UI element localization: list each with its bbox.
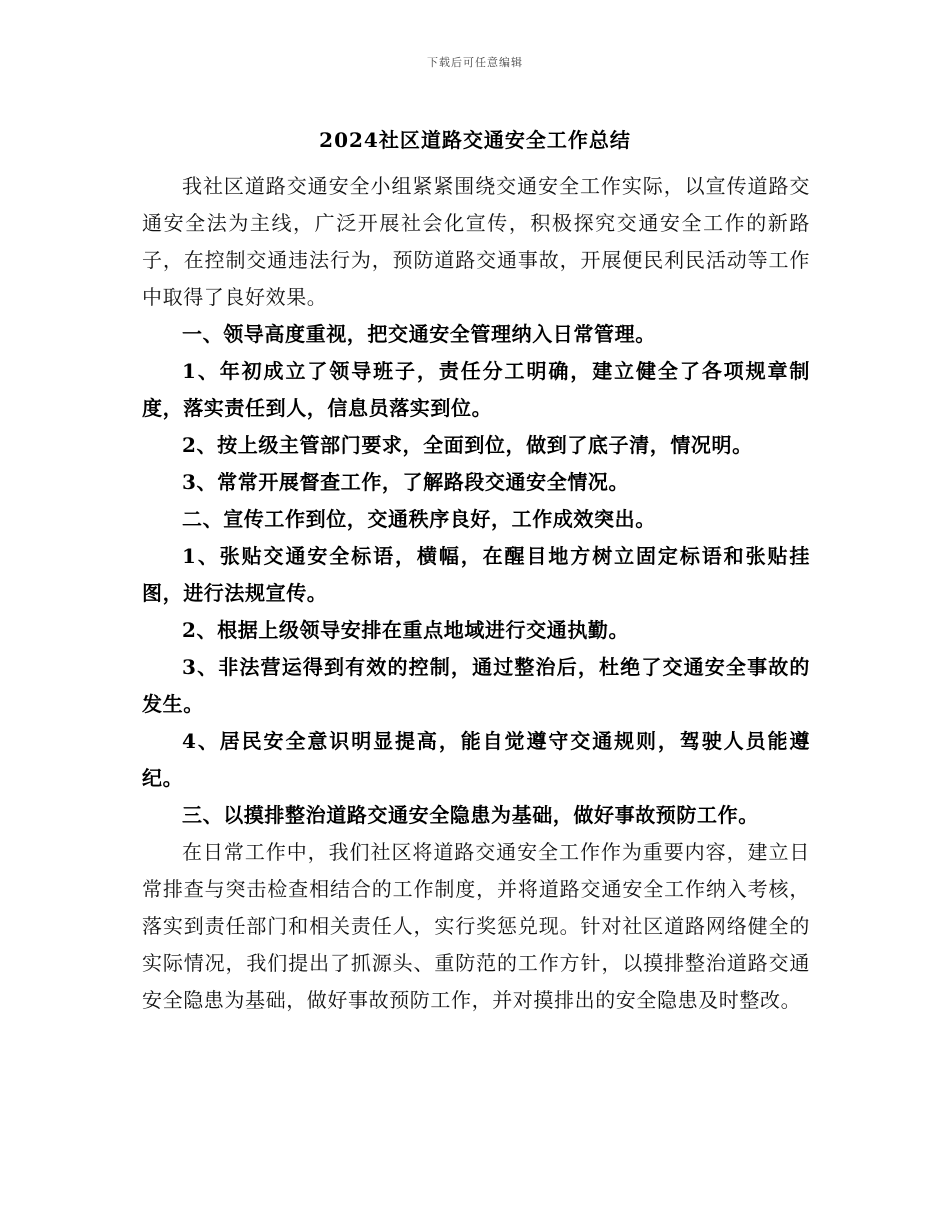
document-title: 2024社区道路交通安全工作总结 (319, 128, 631, 152)
section-1-item-2: 2、按上级主管部门要求，全面到位，做到了底子清，情况明。 (182, 433, 753, 457)
section-2-item-1: 1、张贴交通安全标语，横幅，在醒目地方树立固定标语和张贴挂图，进行法规宣传。 (142, 544, 810, 605)
intro-paragraph: 我社区道路交通安全小组紧紧围绕交通安全工作实际，以宣传道路交通安全法为主线，广泛开展社会化宣传，积极探究交通安全工作的新路子，在控制交通违法行为，预防道路交通事故，开展便民利民活动等工作中取得了良好效果。 (142, 174, 810, 309)
section-heading-1: 一、领导高度重视，把交通安全管理纳入日常管理。 (182, 322, 656, 346)
section-heading-3: 三、以摸排整治道路交通安全隐患为基础，做好事故预防工作。 (182, 803, 759, 827)
section-heading-2: 二、宣传工作到位，交通秩序良好，工作成效突出。 (182, 507, 656, 531)
document-body (142, 168, 810, 1019)
section-2-item-2: 2、根据上级领导安排在重点地域进行交通执勤。 (182, 618, 630, 642)
page-header-note: 下载后可任意编辑 (427, 56, 523, 69)
section-2-item-4: 4、居民安全意识明显提高，能自觉遵守交通规则，驾驶人员能遵纪。 (142, 729, 810, 790)
section-3-paragraph: 在日常工作中，我们社区将道路交通安全工作作为重要内容，建立日常排查与突击检查相结合的工作制度，并将道路交通安全工作纳入考核，落实到责任部门和相关责任人，实行奖惩兑现。针对社区道路网络健全的实际情况，我们提出了抓源头、重防范的工作方针，以摸排整治道路交通安全隐患为基础，做好事故预防工作，并对摸排出的安全隐患及时整改。 (142, 840, 810, 1012)
section-1-item-3: 3、常常开展督查工作，了解路段交通安全情况。 (182, 470, 630, 494)
section-2-item-3: 3、非法营运得到有效的控制，通过整治后，杜绝了交通安全事故的发生。 (142, 655, 810, 716)
section-1-item-1: 1、年初成立了领导班子，责任分工明确，建立健全了各项规章制度，落实责任到人，信息员落实到位。 (142, 359, 810, 420)
